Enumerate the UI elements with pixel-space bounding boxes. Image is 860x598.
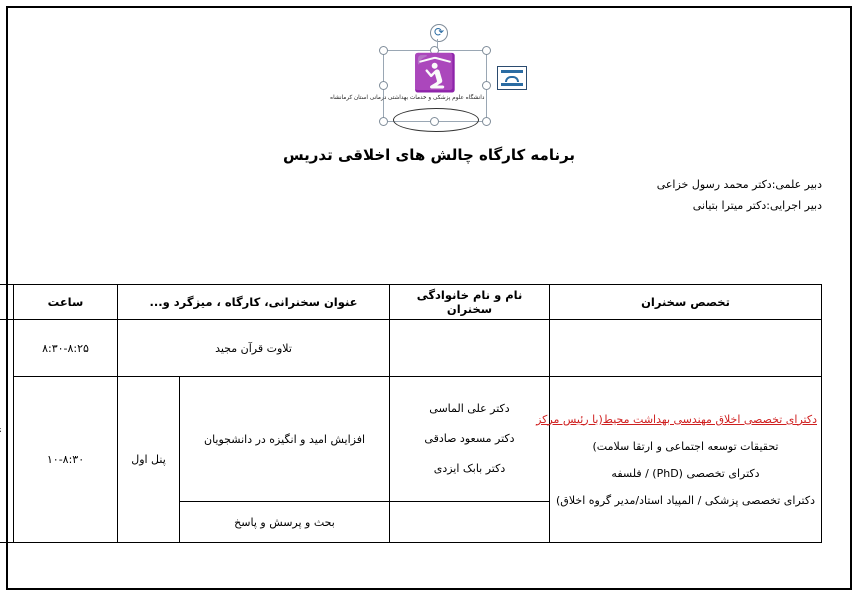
scientific-secretary-line: دبیر علمی:دکتر محمد رسول خزاعی (656, 178, 822, 191)
specialty-highlight: دکترای تخصصی اخلاق مهندسی بهداشت محیط(با رئیس مرکز (536, 412, 817, 426)
logo-ring (393, 108, 479, 132)
specialty-item-3: دکترای تخصصی (PhD) / فلسفه (611, 466, 760, 480)
cell-time-quran: ۸:۳۰-۸:۲۵ (14, 320, 118, 377)
logo-object[interactable] (330, 22, 501, 132)
header-specialty: تخصص سخنران (550, 285, 822, 320)
logo-mark: 🛐 (412, 53, 458, 94)
speaker-name-1: دکتر علی الماسی (429, 402, 510, 415)
specialty-item-4: دکترای تخصصی پزشکی / المپیاد استاد/مدیر گروه اخلاق) (556, 493, 815, 507)
resize-handle-bottom-right[interactable] (482, 117, 491, 126)
specialty-item-2: تحقیقات توسعه اجتماعی و ارتقا سلامت) (592, 439, 779, 453)
speaker-name-2: دکتر مسعود صادقی (424, 432, 515, 445)
document-page (6, 6, 852, 590)
cell-topic-panel: افزایش امید و انگیزه در دانشجویان (180, 377, 390, 502)
schedule-table (0, 284, 822, 543)
executive-secretary-line: دبیر اجرایی:دکتر میترا بتیانی (692, 199, 822, 212)
cell-date (0, 320, 14, 543)
specialty-item-1 (536, 406, 817, 433)
cell-speaker-empty-qa (390, 502, 550, 543)
cell-topic-quran: تلاوت قرآن مجید (118, 320, 390, 377)
cell-specialty-list (536, 377, 822, 543)
cell-panel-label: پنل اول (118, 377, 180, 543)
header-time: ساعت (14, 285, 118, 320)
table-row (0, 320, 822, 377)
cell-time-panel: ۱۰-۸:۳۰ (14, 377, 118, 543)
cell-topic-qa: بحث و پرسش و پاسخ (180, 502, 390, 543)
cell-speaker-empty (390, 320, 550, 377)
header-topic: عنوان سخنرانی، کارگاه ، میزگرد و... (118, 285, 390, 320)
logo-caption: دانشگاه علوم پزشکی و خدمات بهداشتی درمانی استان کرمانشاه (330, 94, 485, 101)
schedule-table-wrapper (42, 284, 822, 543)
picture-placeholder-icon[interactable] (497, 66, 527, 90)
cell-specialty-empty (550, 320, 822, 377)
header-speaker-name: نام و نام خانوادگی سخنران (390, 285, 550, 320)
table-row (0, 377, 822, 502)
resize-handle-bottom-left[interactable] (379, 117, 388, 126)
cell-speaker-names (390, 377, 550, 502)
page-title: برنامه کارگاه چالش های اخلاقی تدریس (282, 146, 576, 164)
header-date (0, 285, 14, 320)
rotate-handle-icon[interactable]: ⟳ (430, 24, 448, 42)
speaker-name-3: دکتر بابک ایزدی (433, 462, 506, 475)
table-header-row (0, 285, 822, 320)
